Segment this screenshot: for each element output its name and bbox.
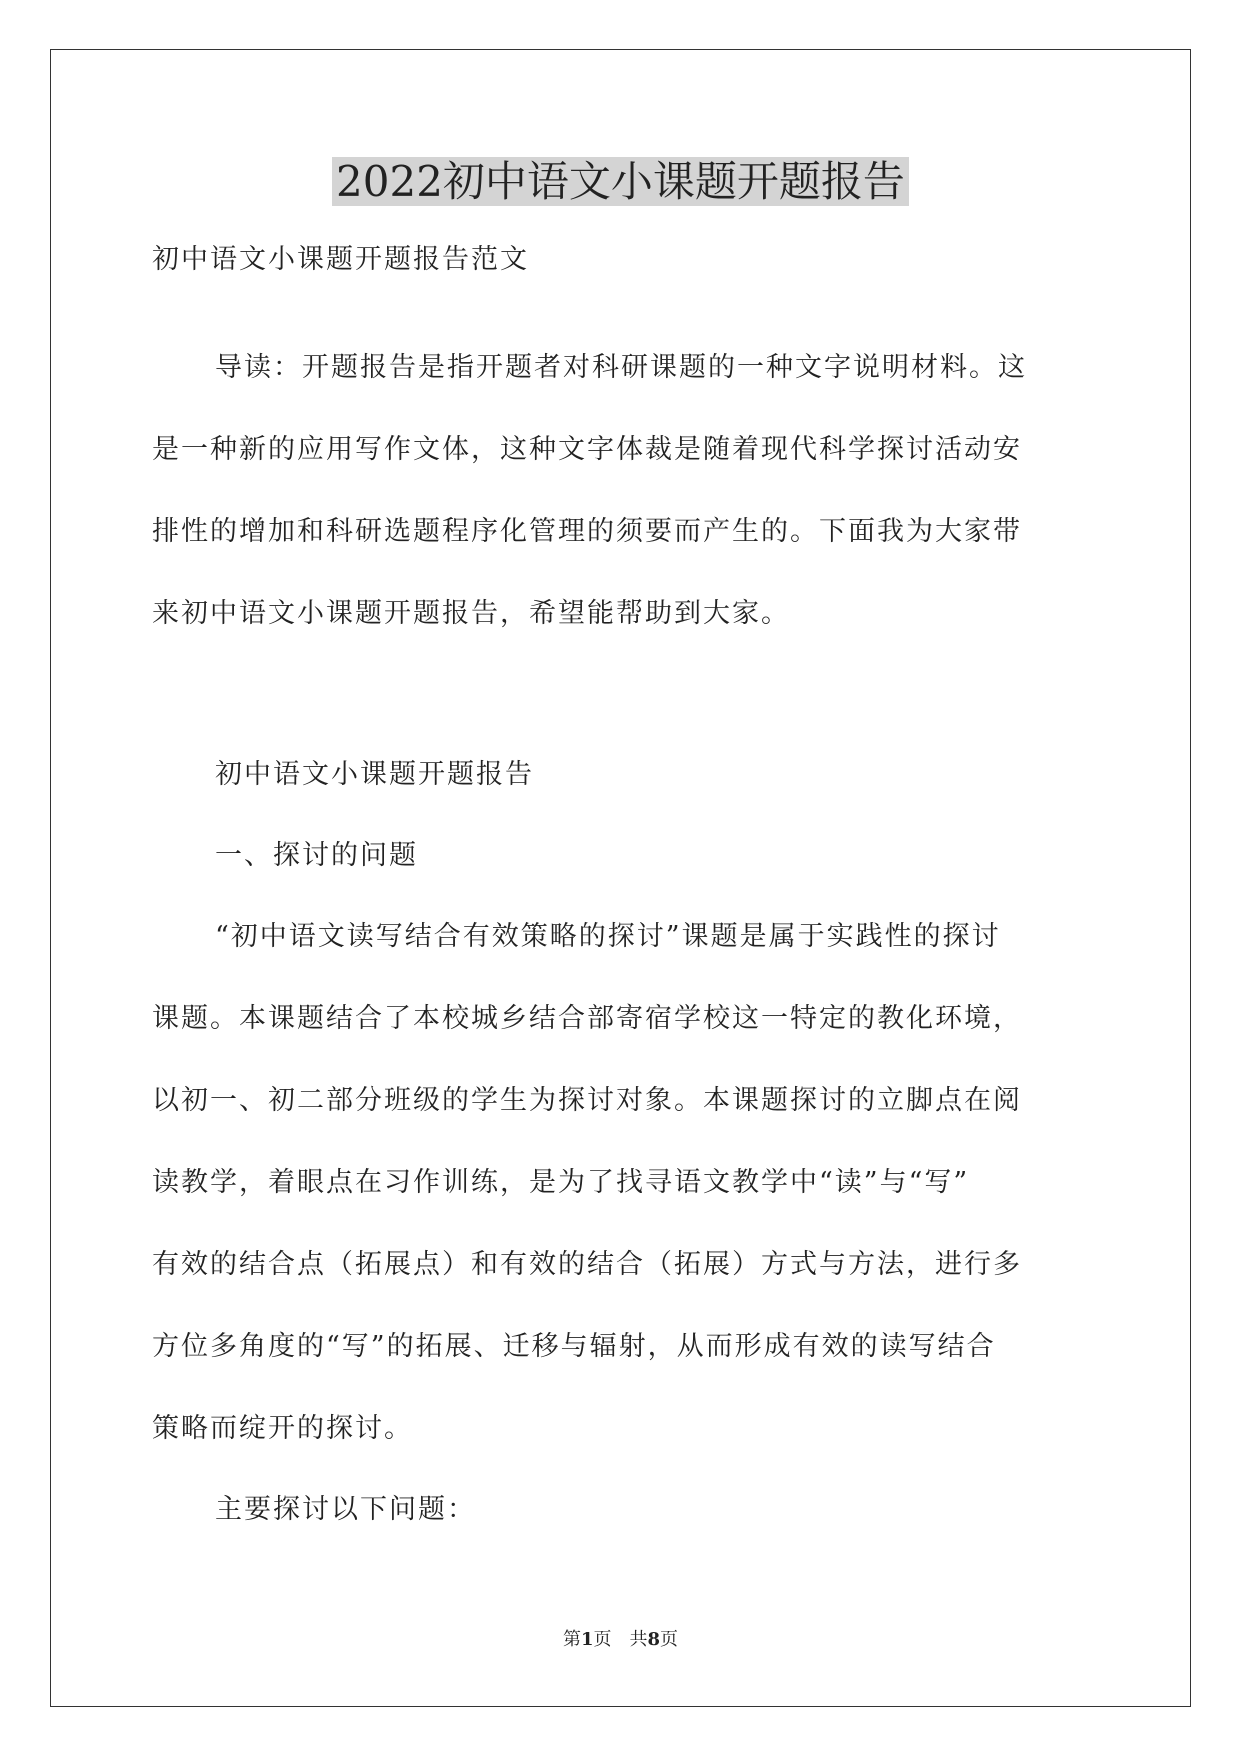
document-title xyxy=(0,152,1241,212)
body-line: 课题。本课题结合了本校城乡结合部寄宿学校这一特定的教化环境， xyxy=(152,1003,1022,1034)
page-border xyxy=(50,49,1191,1707)
intro-line: 是一种新的应用写作文体，这种文字体裁是随着现代科学探讨活动安 xyxy=(152,434,1022,465)
body-line: 方位多角度的“写”的拓展、迁移与辐射，从而形成有效的读写结合 xyxy=(152,1331,996,1362)
page-number: 1 xyxy=(580,1629,594,1650)
page-prefix: 第 xyxy=(562,1629,581,1650)
section-heading: 初中语文小课题开题报告 xyxy=(215,759,534,790)
subtitle: 初中语文小课题开题报告范文 xyxy=(152,244,529,275)
main-questions-line: 主要探讨以下问题： xyxy=(215,1494,476,1525)
body-line: 有效的结合点（拓展点）和有效的结合（拓展）方式与方法，进行多 xyxy=(152,1249,1022,1280)
body-line: 以初一、初二部分班级的学生为探讨对象。本课题探讨的立脚点在阅 xyxy=(152,1085,1022,1116)
total-pages: 8 xyxy=(647,1629,661,1650)
page-suffix: 页 xyxy=(593,1629,612,1650)
part-one-heading: 一、探讨的问题 xyxy=(215,840,418,871)
body-line: “初中语文读写结合有效策略的探讨”课题是属于实践性的探讨 xyxy=(215,921,1001,952)
page-footer xyxy=(0,1627,1241,1653)
body-line: 策略而绽开的探讨。 xyxy=(152,1413,413,1444)
total-prefix: 共 xyxy=(629,1629,648,1650)
total-suffix: 页 xyxy=(660,1629,679,1650)
intro-line: 导读：开题报告是指开题者对科研课题的一种文字说明材料。这 xyxy=(215,352,1027,383)
body-line: 读教学，着眼点在习作训练，是为了找寻语文教学中“读”与“写” xyxy=(152,1167,970,1198)
intro-line: 排性的增加和科研选题程序化管理的须要而产生的。下面我为大家带 xyxy=(152,516,1022,547)
title-text: 2022初中语文小课题开题报告 xyxy=(332,157,909,206)
intro-line: 来初中语文小课题开题报告，希望能帮助到大家。 xyxy=(152,598,790,629)
